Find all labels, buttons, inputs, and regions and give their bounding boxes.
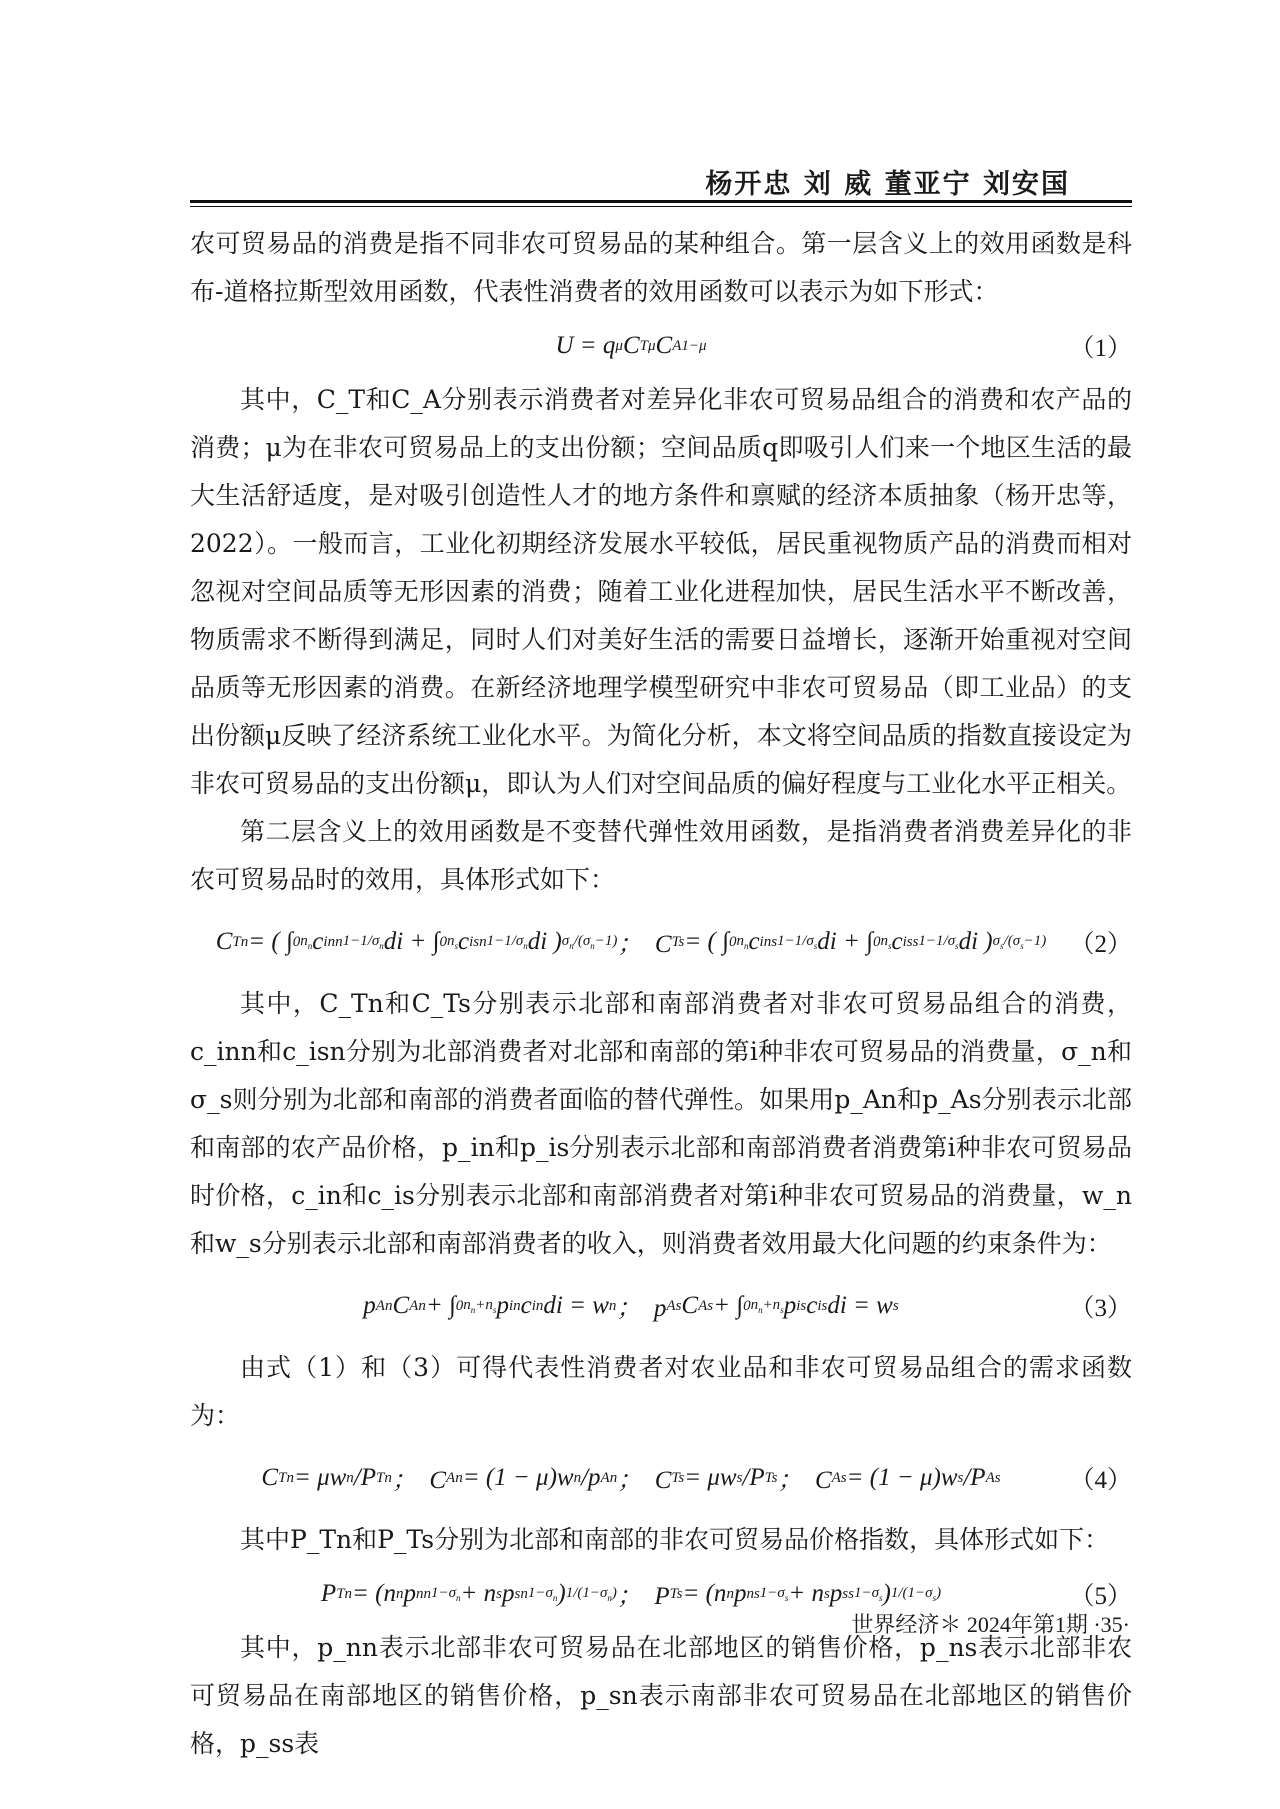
equation-number-2: （2）	[1069, 931, 1132, 958]
paragraph-7: 其中，p_nn表示北部非农可贸易品在北部地区的销售价格，p_ns表示北部非农可贸易品在南部地区的销售价格，p_sn表示南部非农可贸易品在北部地区的销售价格，p_ss表	[190, 1633, 1132, 1758]
equation-number-4: （4）	[1069, 1467, 1132, 1494]
equation-number-3: （3）	[1069, 1295, 1132, 1322]
header-rule-thin	[190, 206, 1132, 207]
paragraph-1: 农可贸易品的消费是指不同非农可贸易品的某种组合。第一层含义上的效用函数是科布-道格拉斯型效用函数，代表性消费者的效用函数可以表示为如下形式：	[190, 229, 1132, 306]
running-header	[190, 158, 1132, 200]
equation-4: C Tn = μw n /P Tn ； C An = (1 − μ)w n /p An ； C Ts = μw s /P Ts ； C As = (1 − μ)w s /P As （4）	[190, 1440, 1132, 1516]
paragraph-2: 其中，C_T和C_A分别表示消费者对差异化非农可贸易品组合的消费和农产品的消费；μ为在非农可贸易品上的支出份额；空间品质q即吸引人们来一个地区生活的最大生活舒适度，是对吸引创造性人才的地方条件和禀赋的经济本质抽象（杨开忠等，2022）。一般而言，工业化初期经济发展水平较低，居民重视物质产品的消费而相对忽视对空间品质等无形因素的消费；随着工业化进程加快，居民生活水平不断改善，物质需求不断得到满足，同时人们对美好生活的需要日益增长，逐渐开始重视对空间品质等无形因素的消费。在新经济地理学模型研究中非农可贸易品（即工业品）的支出份额μ反映了经济系统工业化水平。为简化分析，本文将空间品质的指数直接设定为非农可贸易品的支出份额μ，即认为人们对空间品质的偏好程度与工业化水平正相关。	[190, 385, 1132, 798]
paragraph-4: 其中，C_Tn和C_Ts分别表示北部和南部消费者对非农可贸易品组合的消费，c_inn和c_isn分别为北部消费者对北部和南部的第i种非农可贸易品的消费量，σ_n和σ_s则分别为北部和南部的消费者面临的替代弹性。如果用p_An和p_As分别表示北部和南部的农产品价格，p_in和p_is分别表示北部和南部消费者消费第i种非农可贸易品时价格，c_in和c_is分别表示北部和南部消费者对第i种非农可贸易品的消费量，w_n和w_s分别表示北部和南部消费者的收入，则消费者效用最大化问题的约束条件为：	[190, 989, 1132, 1258]
equation-2: C Tn = ( ∫ 0 $n_n$ c inn $1-1/\sigma_n$ di + ∫ 0 $n_s$ c isn $1-1/\sigma_n$ di ) $\sigma_n/(\sigma_n-1)$ ； C Ts = ( ∫ 0 $n_n$ c ins $1-1/\sigma_s$ di + ∫ 0 $n_s$ c iss $1-1/\sigma_s$ di ) $\sigma_s/(\sigma_s-1)$ （2）	[190, 904, 1132, 980]
equation-1: U = q μ C T μ C A 1−μ （1）	[190, 316, 1132, 376]
equation-number-5: （5）	[1069, 1583, 1132, 1610]
paragraph-5: 由式（1）和（3）可得代表性消费者对农业品和非农可贸易品组合的需求函数为：	[190, 1353, 1132, 1430]
paragraph-3: 第二层含义上的效用函数是不变替代弹性效用函数，是指消费者消费差异化的非农可贸易品时的效用，具体形式如下：	[190, 817, 1132, 894]
main-text	[190, 220, 1132, 1768]
equation-5: P Tn = (n n p nn $1-\sigma_n$ + n s p sn $1-\sigma_n$ ) $1/(1-\sigma_n)$ ； P Ts = (n n p ns $1-\sigma_s$ + n s p ss $1-\sigma_s$ ) $1/(1-\sigma_s)$ （5）	[190, 1564, 1132, 1624]
header-rule-thick	[190, 200, 1132, 203]
equation-number-1: （1）	[1069, 335, 1132, 362]
paragraph-6: 其中P_Tn和P_Ts分别为北部和南部的非农可贸易品价格指数，具体形式如下：	[240, 1525, 1110, 1554]
page-footer: 世界经济＊ 2024年第1期 ·35·	[851, 1612, 1130, 1637]
equation-3: p An C An + ∫ 0 $n_n+n_s$ p in c in di = w n ； p As C As + ∫ 0 $n_n+n_s$ p is c is di = w s （3）	[190, 1268, 1132, 1344]
authors: 杨开忠 刘 威 董亚宁 刘安国	[705, 169, 1070, 200]
